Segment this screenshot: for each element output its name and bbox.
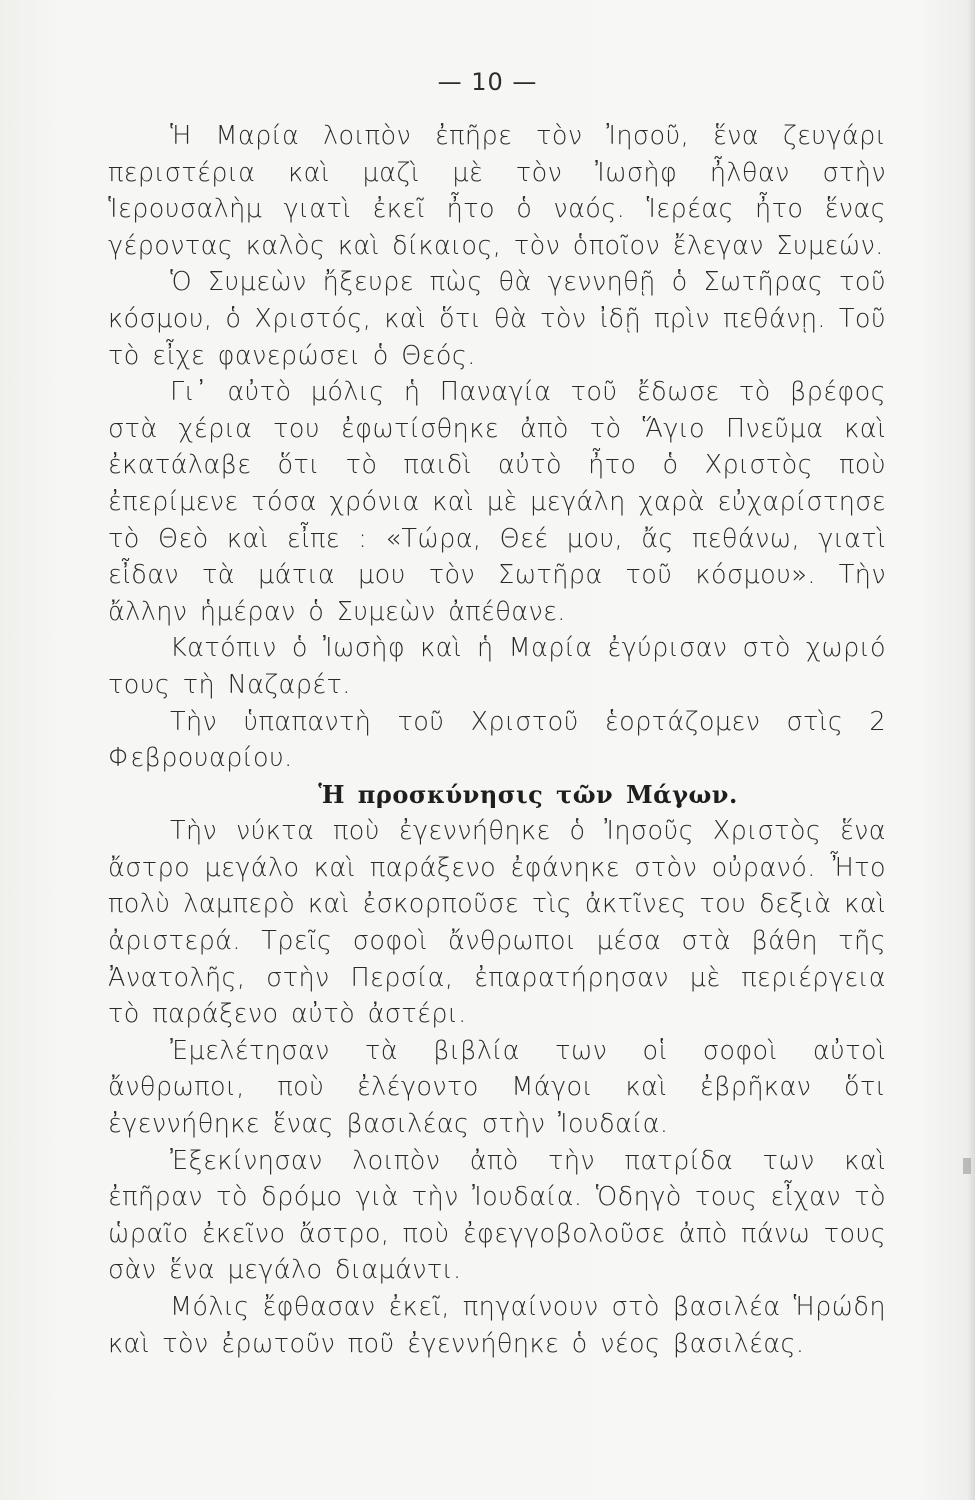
section-heading: Ἡ προσκύνησις τῶν Μάγων. xyxy=(318,779,738,809)
paragraph: Γι᾽ αὐτὸ μόλις ἡ Παναγία τοῦ ἔδωσε τὸ βρέφος στὰ χέρια του ἐφωτίσθηκε ἀπὸ τὸ Ἅγιο Πνεῦμα καὶ ἐκατάλαβε ὅτι τὸ παιδὶ αὐτὸ ἦτο ὁ Χριστὸς ποὺ ἐπερίμενε τόσα χρόνια καὶ μὲ μεγάλη χαρὰ εὐχαρίστησε τὸ Θεὸ καὶ εἶπε : «Τώρα, Θεέ μου, ἄς πεθάνω, γιατὶ εἶδαν τὰ μάτια μου τὸν Σωτῆρα τοῦ κόσμου». Τὴν ἄλλην ἡμέραν ὁ Συμεὼν ἀπέθανε. xyxy=(108,377,886,627)
paragraph: Τὴν ὑπαπαντὴ τοῦ Χριστοῦ ἑορτάζομεν στὶς 2 Φεβρουαρίου. xyxy=(108,706,886,774)
paragraph: Ἐμελέτησαν τὰ βιβλία των οἱ σοφοὶ αὐτοὶ ἄνθρωποι, ποὺ ἐλέγοντο Μάγοι καὶ ἐβρῆκαν ὅτι ἐγεννήθηκε ἕνας βασιλέας στὴν Ἰουδαία. xyxy=(108,1035,886,1140)
paragraph: Κατόπιν ὁ Ἰωσὴφ καὶ ἡ Μαρία ἐγύρισαν στὸ χωριό τους τὴ Ναζαρέτ. xyxy=(108,633,886,700)
paragraph: Μόλις ἔφθασαν ἐκεῖ, πηγαίνουν στὸ βασιλέα Ἡρώδη καὶ τὸν ἐρωτοῦν ποῦ ἐγεννήθηκε ὁ νέος βασιλέας. xyxy=(108,1292,886,1359)
paragraph: Ἡ Μαρία λοιπὸν ἐπῆρε τὸν Ἰησοῦ, ἕνα ζευγάρι περιστέρια καὶ μαζὶ μὲ τὸν Ἰωσὴφ ἦλθαν στὴν Ἱερουσαλὴμ γιατὶ ἐκεῖ ἦτο ὁ ναός. Ἱερέας ἦτο ἕνας γέροντας καλὸς καὶ δίκαιος, τὸν ὁποῖον ἔλεγαν Συμεών. xyxy=(108,121,886,261)
paragraph: Ἐξεκίνησαν λοιπὸν ἀπὸ τὴν πατρίδα των καὶ ἐπῆραν τὸ δρόμο γιὰ τὴν Ἰουδαία. Ὁδηγὸ τους εἶχαν τὸ ὡραῖο ἐκεῖνο ἄστρο, ποὺ ἐφεγγοβολοῦσε ἀπὸ πάνω τους σὰν ἕνα μεγάλο διαμάντι. xyxy=(108,1145,886,1286)
body-text xyxy=(108,118,886,1362)
page-spine-shadow xyxy=(967,0,975,1500)
paragraph: Ὁ Συμεὼν ἤξευρε πὼς θὰ γεννηθῇ ὁ Σωτῆρας τοῦ κόσμου, ὁ Χριστός, καὶ ὅτι θὰ τὸν ἰδῇ πρὶν πεθάνῃ. Τοῦ τὸ εἶχε φανερώσει ὁ Θεός. xyxy=(108,267,886,371)
paragraph: Τὴν νύκτα ποὺ ἐγεννήθηκε ὁ Ἰησοῦς Χριστὸς ἕνα ἄστρο μεγάλο καὶ παράξενο ἐφάνηκε στὸν οὐρανό. Ἦτο πολὺ λαμπερὸ καὶ ἐσκορποῦσε τὶς ἀκτῖνες του δεξιὰ καὶ ἀριστερά. Τρεῖς σοφοὶ ἄνθρωποι μέσα στὰ βάθη τῆς Ἀνατολῆς, στὴν Περσία, ἐπαρατήρησαν μὲ περιέργεια τὸ παράξενο αὐτὸ ἀστέρι. xyxy=(108,816,886,1030)
page-number: — 10 — xyxy=(437,68,538,96)
edge-mark xyxy=(963,1158,971,1174)
